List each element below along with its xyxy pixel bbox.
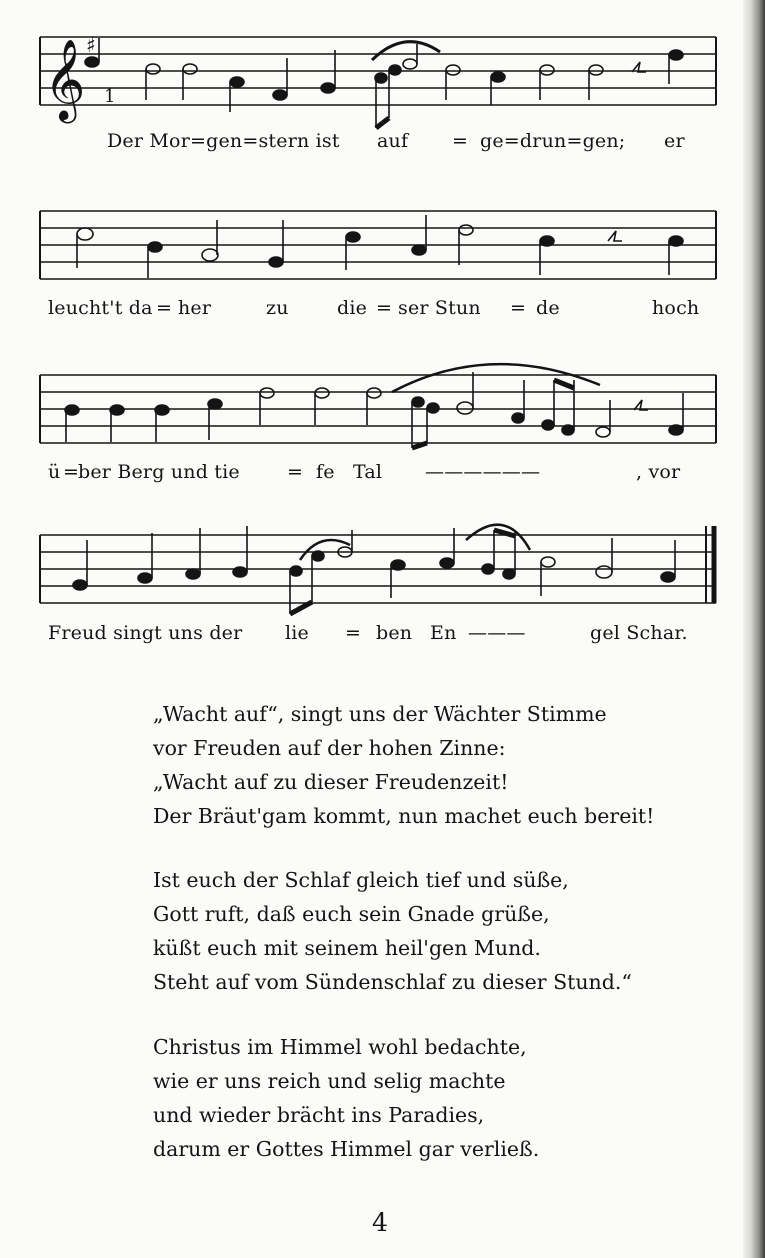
page-number: 4 (372, 1208, 388, 1237)
lyric: = (63, 461, 80, 483)
lyric: Tal (353, 461, 383, 483)
lyric: auf (377, 130, 409, 152)
lyric: = (376, 297, 393, 319)
lyric: de (536, 297, 560, 319)
lyric: ber Berg und tie (78, 461, 240, 483)
lyric: = (510, 297, 527, 319)
lyric: ben (376, 622, 413, 644)
lyric: ——— (468, 622, 526, 644)
verse-line: Steht auf vom Sündenschlaf zu dieser Stund.“ (153, 970, 632, 994)
lyric: = (345, 622, 362, 644)
verse-line: Gott ruft, daß euch sein Gnade grüße, (153, 902, 550, 926)
lyric: die (337, 297, 368, 319)
stanza-3 (153, 1030, 539, 1166)
lyric: Freud singt uns der (48, 622, 243, 644)
lyric: Der Mor=gen=stern ist (107, 130, 340, 152)
verse-line: „Wacht auf zu dieser Freudenzeit! (153, 770, 509, 794)
verse-line: wie er uns reich und selig machte (153, 1069, 506, 1093)
lyric: fe (316, 461, 335, 483)
lyric: En (430, 622, 457, 644)
lyric: ge=drun=gen; (480, 130, 626, 152)
sharp-sign: ♯ (86, 33, 96, 57)
verse-line: Der Bräut'gam kommt, nun machet euch bereit! (153, 804, 655, 828)
lyric: her (178, 297, 212, 319)
verse-line: küßt euch mit seinem heil'gen Mund. (153, 936, 541, 960)
verse-line: und wieder brächt ins Paradies, (153, 1103, 485, 1127)
lyric: = (452, 130, 469, 152)
verse-line: vor Freuden auf der hohen Zinne: (153, 736, 506, 760)
verse-line: Ist euch der Schlaf gleich tief und süße, (153, 868, 569, 892)
lyric: ü (48, 461, 61, 483)
lyric: = (287, 461, 304, 483)
lyric: hoch (652, 297, 700, 319)
verse-line: „Wacht auf“, singt uns der Wächter Stimme (153, 702, 607, 726)
verse-line: Christus im Himmel wohl bedachte, (153, 1035, 527, 1059)
stanza-1 (153, 697, 654, 833)
stanza-2 (153, 863, 632, 999)
lyric: leucht't da (48, 297, 153, 319)
lyric: ser Stun (398, 297, 481, 319)
verse-line: darum er Gottes Himmel gar verließ. (153, 1137, 540, 1161)
lyric: = (156, 297, 173, 319)
lyric: gel Schar. (590, 622, 688, 644)
lyric: , vor (636, 461, 681, 483)
treble-clef: 𝄞 (44, 38, 86, 120)
lyric: —————— (425, 461, 541, 483)
lyric: lie (285, 622, 309, 644)
meter-mark: 1 (104, 86, 116, 107)
lyric: zu (266, 297, 289, 319)
lyric: er (664, 130, 685, 152)
